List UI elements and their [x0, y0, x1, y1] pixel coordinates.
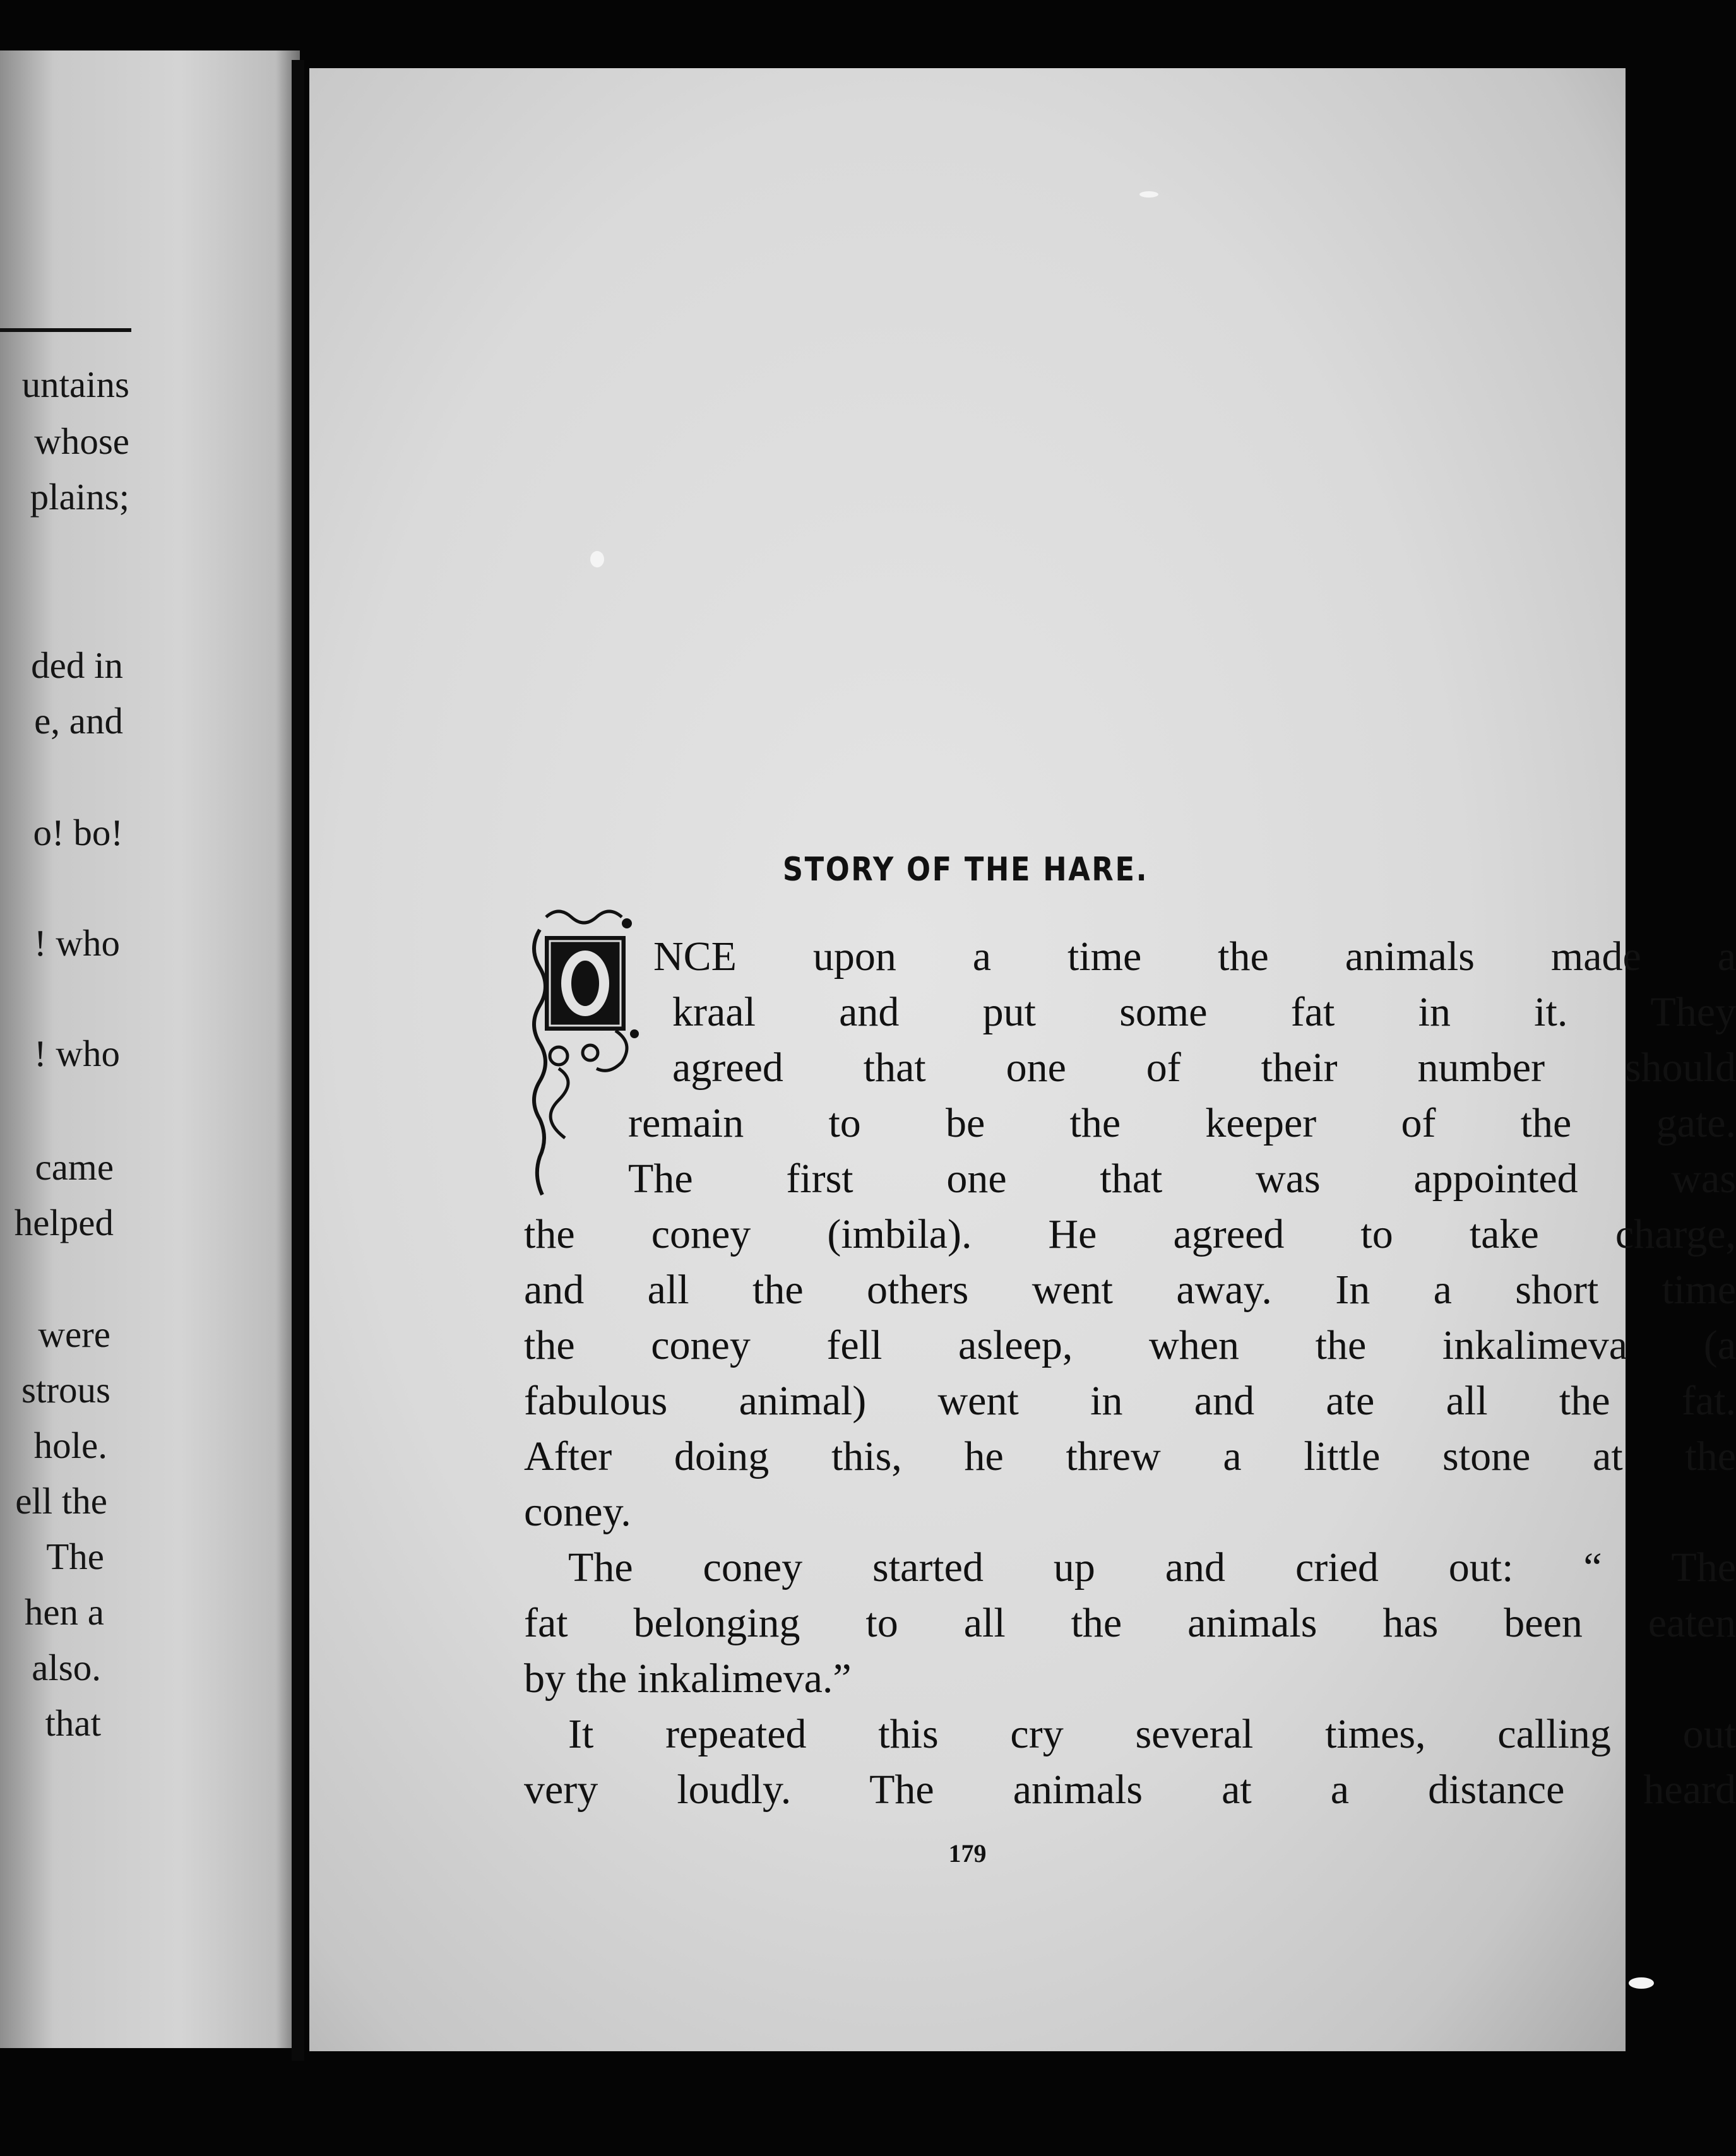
left-page-line: o! bo!: [33, 812, 123, 853]
left-page-line: were: [38, 1313, 110, 1355]
paper-speck: [590, 551, 604, 567]
page-number: 179: [948, 1839, 987, 1868]
text-line: coney.: [524, 1489, 631, 1535]
left-page-line: hen a: [24, 1591, 104, 1633]
left-page-rule: [0, 328, 131, 332]
left-page-line: ded in: [31, 644, 123, 686]
text-line: the coney fell asleep, when the inkalimeva (a: [524, 1322, 1736, 1368]
text-line: and all the others went away. In a short time: [524, 1267, 1736, 1313]
left-page-line: ell the: [15, 1480, 107, 1522]
paper-speck: [1629, 1977, 1654, 1989]
text-line: remain to be the keeper of the gate.: [628, 1100, 1736, 1146]
left-page-line: hole.: [33, 1424, 107, 1466]
left-page-line: ! who: [33, 922, 120, 964]
left-page-line: also.: [32, 1647, 101, 1688]
left-page-line: plains;: [30, 476, 129, 518]
text-line: It repeated this cry several times, calling out: [568, 1711, 1736, 1757]
left-page-line: helped: [14, 1202, 114, 1243]
left-page-line: untains: [21, 364, 129, 405]
text-line: After doing this, he threw a little stone at the: [524, 1433, 1736, 1479]
book-gutter: [292, 60, 304, 2061]
paper-speck: [1139, 191, 1158, 198]
text-line: fabulous animal) went in and ate all the fat.: [524, 1378, 1736, 1424]
right-page: [309, 68, 1736, 2051]
text-line: the coney (imbila). He agreed to take charge,: [524, 1211, 1736, 1257]
text-line: The first one that was appointed was: [628, 1156, 1736, 1202]
text-line: kraal and put some fat in it. They: [672, 989, 1736, 1035]
left-page-line: that: [45, 1702, 101, 1744]
text-line: fat belonging to all the animals has been eaten: [524, 1600, 1736, 1646]
left-page-line: whose: [34, 420, 129, 462]
left-page-line: ! who: [33, 1033, 120, 1074]
left-page-line: came: [35, 1146, 114, 1188]
story-title: STORY OF THE HARE.: [782, 851, 1149, 889]
text-line: The coney started up and cried out: “ The: [568, 1544, 1736, 1590]
left-page-line: e, and: [34, 700, 123, 742]
text-line: very loudly. The animals at a distance heard: [524, 1767, 1736, 1813]
text-line: by the inkalimeva.”: [524, 1656, 852, 1702]
text-line: agreed that one of their number should: [672, 1045, 1736, 1091]
text-line: NCE upon a time the animals made a: [653, 933, 1736, 980]
left-page-line: The: [46, 1536, 104, 1577]
left-page: [0, 50, 300, 2048]
left-page-line: strous: [21, 1369, 110, 1411]
